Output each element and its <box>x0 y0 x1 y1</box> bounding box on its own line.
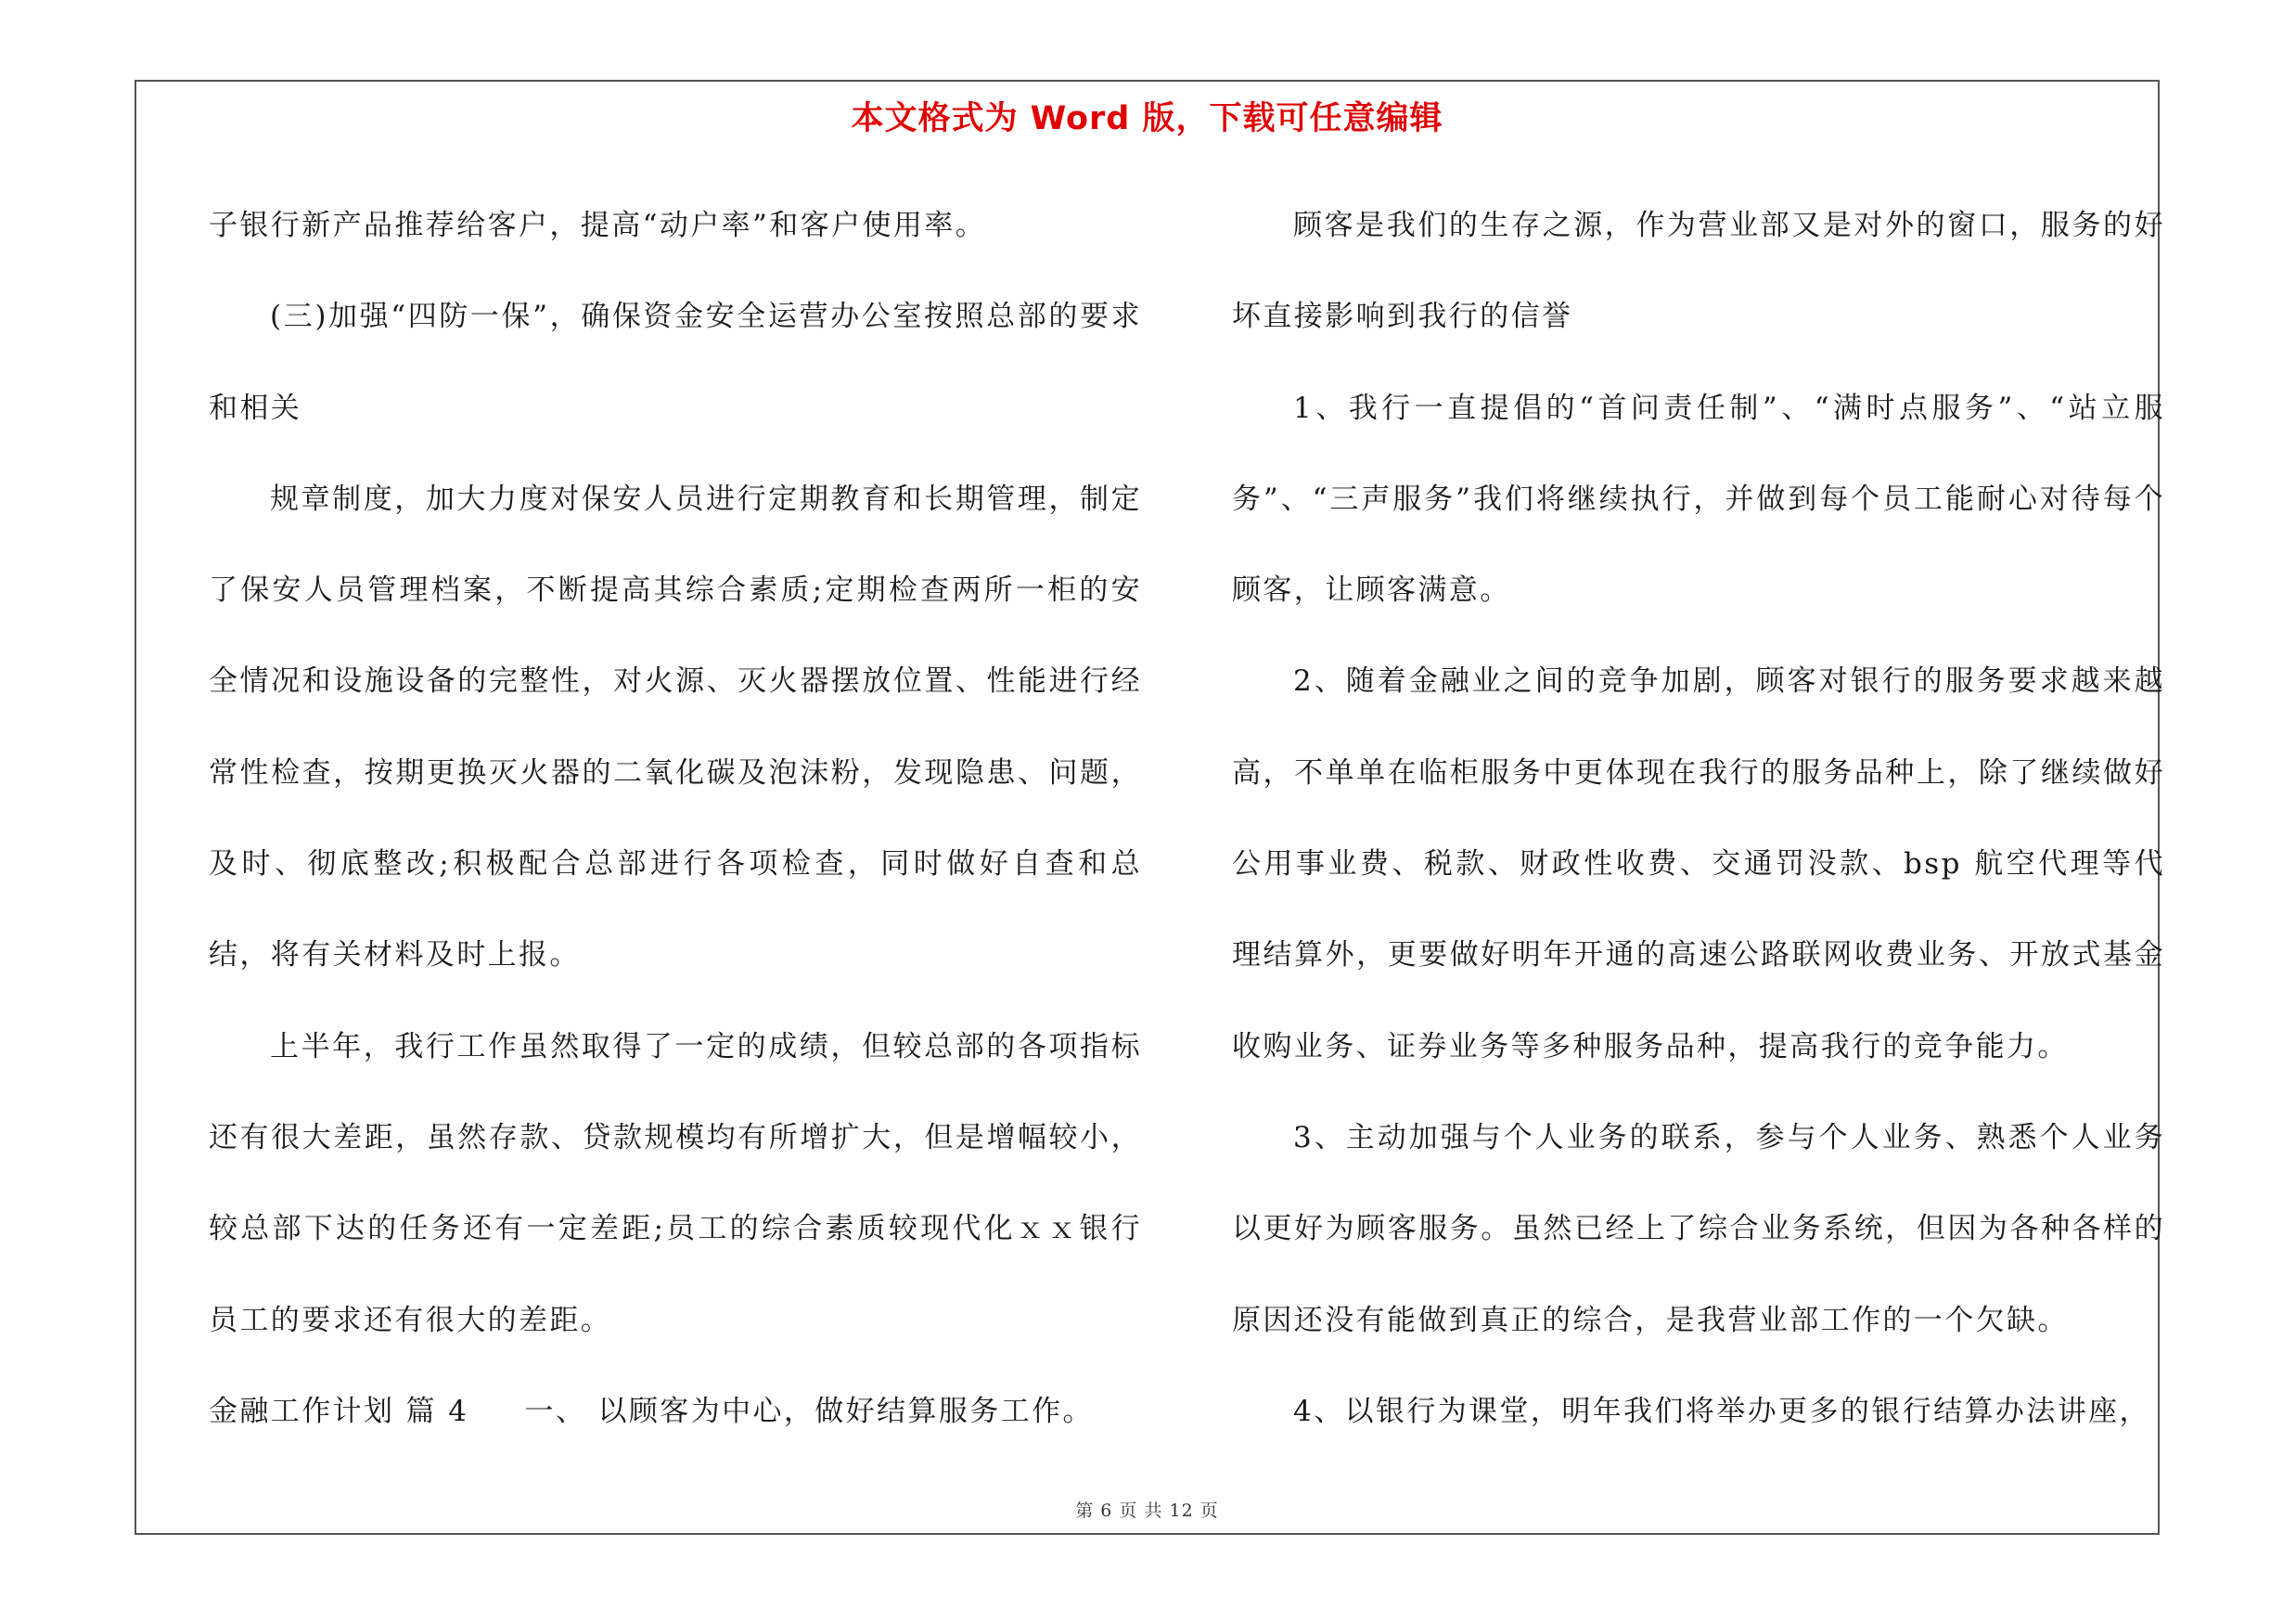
left-text-column <box>209 180 1142 1470</box>
section-heading <box>209 1366 1142 1457</box>
paragraph: 3、主动加强与个人业务的联系，参与个人业务、熟悉个人业务以更好为顾客服务。虽然已经上了综合业务系统，但因为各种各样的原因还没有能做到真正的综合，是我营业部工作的一个欠缺。 <box>1232 1120 2165 1337</box>
section-first-item: 一、 以顾客为中心，做好结算服务工作。 <box>524 1394 1094 1428</box>
paragraph: 子银行新产品推荐给客户，提高“动户率”和客户使用率。 <box>209 209 987 242</box>
paragraph: 规章制度，加大力度对保安人员进行定期教育和长期管理，制定了保安人员管理档案，不断提高其综合素质;定期检查两所一柜的安全情况和设施设备的完整性，对火源、灭火器摆放位置、性能进行经常性检查，按期更换灭火器的二氧化碳及泡沫粉，发现隐患、问题，及时、彻底整改;积极配合总部进行各项检查，同时做好自查和总结，将有关材料及时上报。 <box>209 482 1142 973</box>
format-notice-banner: 本文格式为 Word 版，下载可任意编辑 <box>851 100 1443 137</box>
section-title: 金融工作计划 篇 4 <box>209 1394 469 1428</box>
paragraph: 顾客是我们的生存之源，作为营业部又是对外的窗口，服务的好坏直接影响到我行的信誉 <box>1232 209 2165 334</box>
document-page <box>135 80 2165 1535</box>
paragraph: 1、我行一直提倡的“首问责任制”、“满时点服务”、“站立服务”、“三声服务”我们将继续执行，并做到每个员工能耐心对待每个顾客，让顾客满意。 <box>1232 391 2165 608</box>
paragraph: (三)加强“四防一保”，确保资金安全运营办公室按照总部的要求和相关 <box>209 300 1142 425</box>
right-text-column <box>1232 180 2165 1470</box>
paragraph: 4、以银行为课堂，明年我们将举办更多的银行结算办法讲座， <box>1293 1394 2150 1428</box>
page-number: 第 6 页 共 12 页 <box>1075 1501 1219 1521</box>
paragraph: 上半年，我行工作虽然取得了一定的成绩，但较总部的各项指标还有很大差距，虽然存款、贷款规模均有所增扩大，但是增幅较小，较总部下达的任务还有一定差距;员工的综合素质较现代化ｘｘ银行员工的要求还有很大的差距。 <box>209 1029 1142 1337</box>
paragraph: 2、随着金融业之间的竞争加剧，顾客对银行的服务要求越来越高，不单单在临柜服务中更体现在我行的服务品种上，除了继续做好公用事业费、税款、财政性收费、交通罚没款、bsp 航空代理等代理结算外，更要做好明年开通的高速公路联网收费业务、开放式基金收购业务、证券业务等多种服务品种，提高我行的竞争能力。 <box>1232 664 2165 1063</box>
